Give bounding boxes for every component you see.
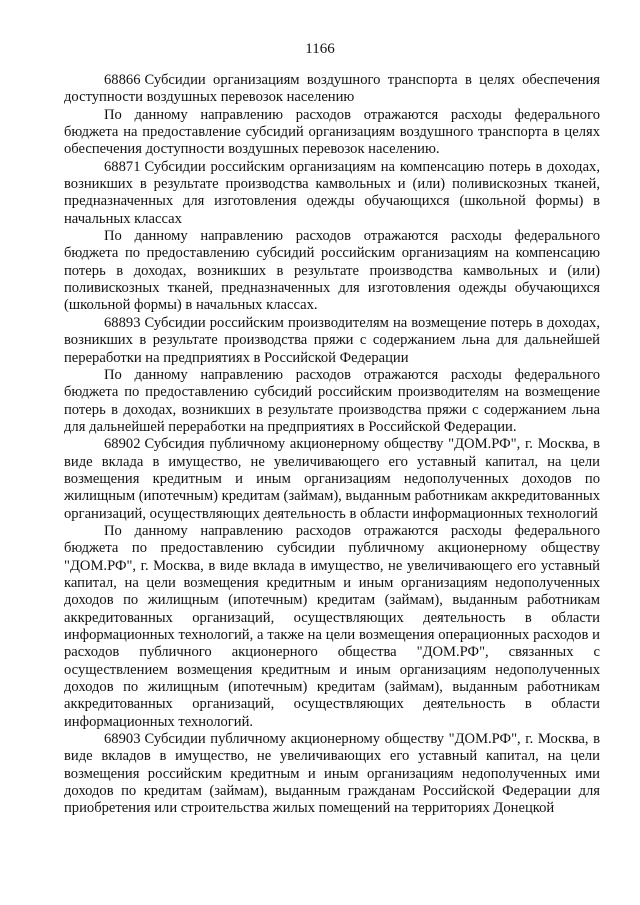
paragraph-68902-title [64, 436, 600, 523]
paragraph-68866-title [64, 72, 600, 107]
paragraph-text: Субсидии российским производителям на возмещение потерь в доходах, возникших в результате производства пряжи с содержанием льна для дальнейшей переработки на предприятиях в Российской Федерации [64, 314, 600, 366]
paragraph-text: Субсидии организациям воздушного транспорта в целях обеспечения доступности воздушных перевозок населению [64, 72, 600, 106]
paragraph-68903-title [64, 731, 600, 818]
expense-code: 68902 [104, 436, 141, 453]
paragraph-text: По данному направлению расходов отражаются расходы федерального бюджета по предоставлению субсидий российским производителям на возмещение потерь в доходах, возникших в результате производства пряжи с содержанием льна для дальнейшей переработки на предприятиях в Российской Федерации. [64, 366, 600, 435]
expense-code: 68893 [104, 314, 141, 331]
paragraph-68902-description [64, 523, 600, 731]
paragraph-text: По данному направлению расходов отражаются расходы федерального бюджета на предоставление субсидий организациям воздушного транспорта в целях обеспечения доступности воздушных перевозок населению. [64, 106, 600, 158]
document-body [64, 72, 600, 818]
paragraph-68871-description [64, 228, 600, 315]
paragraph-68871-title [64, 159, 600, 228]
paragraph-text: По данному направлению расходов отражаются расходы федерального бюджета по предоставлению субсидии публичному акционерному обществу "ДОМ.РФ", г. Москва, в виде вклада в имущество, не увеличивающего его уставный капитал, на цели возмещения кредитным и иным организациям недополученных доходов по жилищным (ипотечным) кредитам (займам), выданным работникам аккредитованных организаций, осуществляющих деятельность в области информационных технологий, а также на цели возмещения операционных расходов и расходов публичного акционерного общества "ДОМ.РФ", связанных с осуществлением возмещения кредитным и иным организациям недополученных доходов по жилищным (ипотечным) кредитам (займам), выданным работникам аккредитованных организаций, осуществляющих деятельность в области информационных технологий. [64, 522, 600, 730]
paragraph-text: Субсидии публичному акционерному обществу "ДОМ.РФ", г. Москва, в виде вкладов в имущество, не увеличивающих его уставный капитал, на цели возмещения российским кредитным и иным организациям недополученных ими доходов по кредитам (займам), выданным гражданам Российской Федерации для приобретения или строительства жилых помещений на территориях Донецкой [64, 731, 600, 817]
expense-code: 68866 [104, 72, 141, 88]
paragraph-text: По данному направлению расходов отражаются расходы федерального бюджета по предоставлению субсидий российским организациям на компенсацию потерь в доходах, возникших в результате производства камвольных и (или) поливискозных тканей, предназначенных для изготовления одежды обучающихся (школьной формы) в начальных классах. [64, 228, 600, 314]
paragraph-text: Субсидии российским организациям на компенсацию потерь в доходах, возникших в результате производства камвольных и (или) поливискозных тканей, предназначенных для изготовления одежды обучающихся (школьной формы) в начальных классах [64, 158, 600, 227]
expense-code: 68903 [104, 731, 141, 748]
expense-code: 68871 [104, 158, 141, 175]
paragraph-68866-description [64, 107, 600, 159]
page-number: 1166 [305, 41, 335, 57]
paragraph-68893-description [64, 367, 600, 436]
paragraph-text: Субсидия публичному акционерному обществу "ДОМ.РФ", г. Москва, в виде вклада в имущество, не увеличивающего его уставный капитал, на цели возмещения кредитным и иным организациям недополученных доходов по жилищным (ипотечным) кредитам (займам), выданным работникам аккредитованных организаций, осуществляющих деятельность в области информационных технологий [64, 436, 600, 522]
paragraph-68893-title [64, 315, 600, 367]
